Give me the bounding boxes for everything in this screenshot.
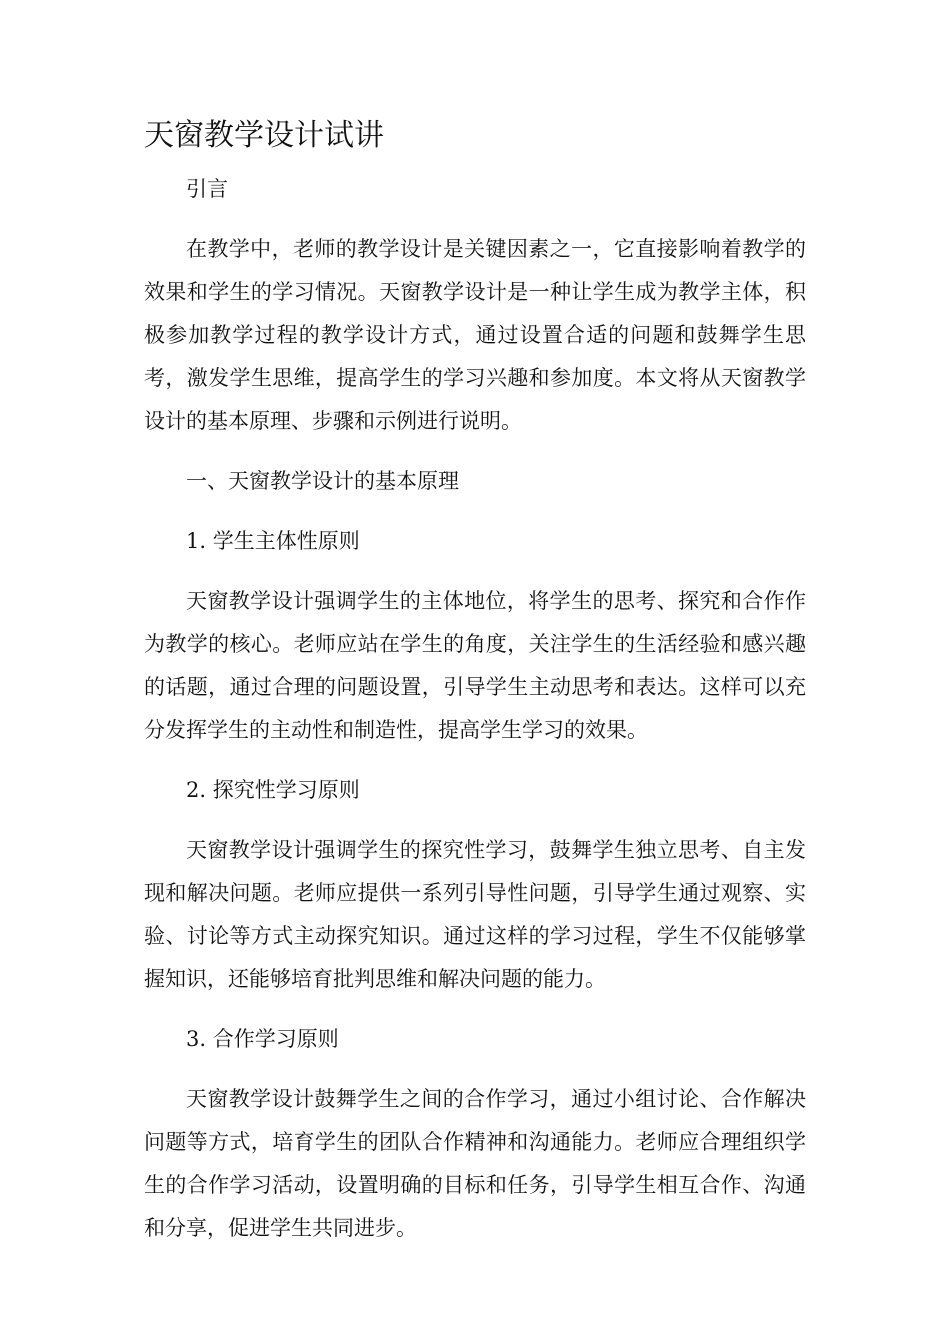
- subheading-inquiry-learning: 2. 探究性学习原则: [186, 778, 360, 802]
- body-paragraph: 天窗教学设计强调学生的主体地位，将学生的思考、探究和合作作为教学的核心。老师应站在学生的角度，关注学生的生活经验和感兴趣的话题，通过合理的问题设置，引导学生主动思考和表达。这样可以充分发挥学生的主动性和制造性，提高学生学习的效果。: [144, 589, 806, 742]
- section-heading-principles: 一、天窗教学设计的基本原理: [186, 469, 459, 493]
- section-heading-intro: 引言: [186, 177, 228, 201]
- body-paragraph: 在教学中，老师的教学设计是关键因素之一，它直接影响着教学的效果和学生的学习情况。天窗教学设计是一种让学生成为教学主体，积极参加教学过程的教学设计方式，通过设置合适的问题和鼓舞学生思考，激发学生思维，提高学生的学习兴趣和参加度。本文将从天窗教学设计的基本原理、步骤和示例进行说明。: [144, 237, 806, 433]
- subheading-student-subject: 1. 学生主体性原则: [186, 529, 360, 553]
- document-body: [144, 168, 806, 1267]
- document-title: 天窗教学设计试讲: [144, 118, 384, 153]
- subheading-cooperative-learning: 3. 合作学习原则: [186, 1027, 339, 1051]
- body-paragraph: 天窗教学设计鼓舞学生之间的合作学习，通过小组讨论、合作解决问题等方式，培育学生的团队合作精神和沟通能力。老师应合理组织学生的合作学习活动，设置明确的目标和任务，引导学生相互合作、沟通和分享，促进学生共同进步。: [144, 1087, 806, 1240]
- body-paragraph: 天窗教学设计强调学生的探究性学习，鼓舞学生独立思考、自主发现和解决问题。老师应提供一系列引导性问题，引导学生通过观察、实验、讨论等方式主动探究知识。通过这样的学习过程，学生不仅能够掌握知识，还能够培育批判思维和解决问题的能力。: [144, 838, 806, 991]
